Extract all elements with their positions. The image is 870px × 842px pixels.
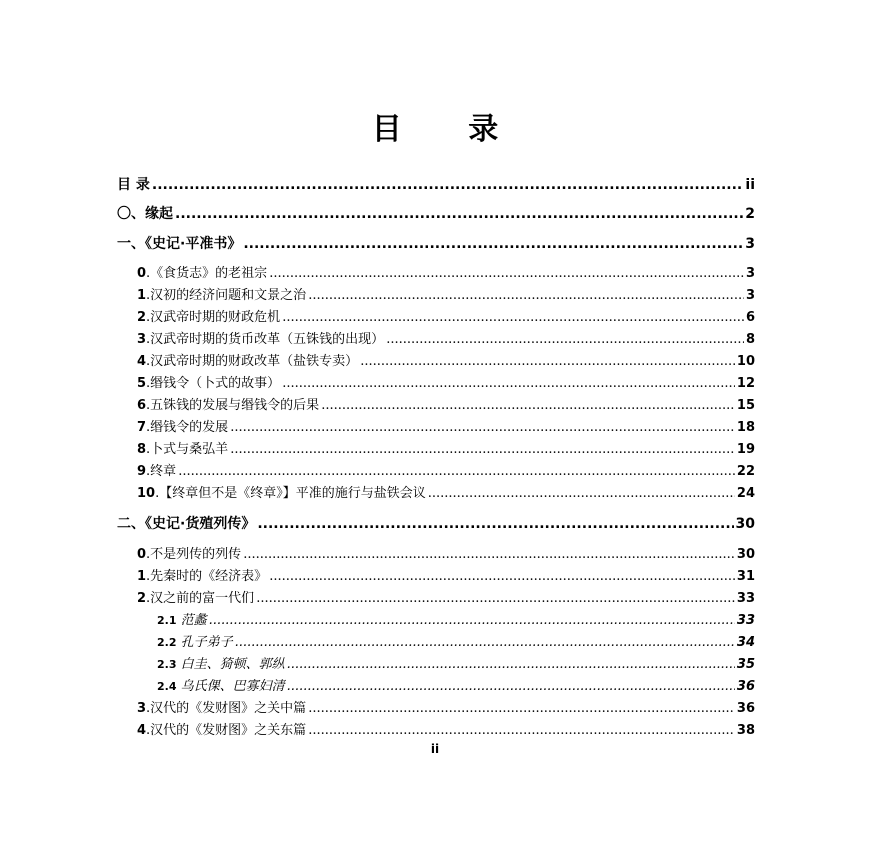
toc-entry[interactable] <box>157 675 755 694</box>
toc-entry-label: .先秦时的《经济表》 <box>146 569 268 584</box>
toc-entry[interactable] <box>137 328 755 347</box>
toc-entry-label: .不是列传的列传 <box>146 547 242 562</box>
toc-entry-number: 0 <box>137 266 147 281</box>
leader-dots <box>209 613 735 626</box>
toc-entry[interactable] <box>137 284 755 303</box>
toc-entry[interactable] <box>137 350 755 369</box>
leader-dots <box>287 679 735 692</box>
toc-entry-label: .卜式与桑弘羊 <box>146 442 229 457</box>
toc-entry-number: 2 <box>137 310 147 325</box>
toc-entry-number: 8 <box>137 442 147 457</box>
toc-entry[interactable] <box>157 609 755 628</box>
toc-entry-page: 24 <box>736 486 755 501</box>
toc-entry-number: 2.2 <box>157 636 177 649</box>
leader-dots <box>243 547 735 560</box>
toc-entry-label: 孔子弟子 <box>176 635 233 650</box>
toc-entry-label: 一、《史记·平准书》 <box>117 236 242 252</box>
toc-entry[interactable] <box>137 697 755 716</box>
toc-entry-page: 12 <box>736 376 755 391</box>
toc-entry[interactable] <box>137 416 755 435</box>
leader-dots <box>360 354 735 367</box>
leader-dots <box>282 310 744 323</box>
leader-dots <box>152 177 744 191</box>
toc-entry-page: 22 <box>736 464 755 479</box>
toc-entry-label: .汉武帝时期的财政改革（盐铁专卖） <box>146 354 359 369</box>
toc-entry-label: 二、《史记·货殖列传》 <box>117 516 256 532</box>
leader-dots <box>256 591 735 604</box>
leader-dots <box>230 442 735 455</box>
toc-entry-page: 30 <box>735 516 755 532</box>
toc-entry-page: 3 <box>745 288 755 303</box>
toc-entry[interactable] <box>137 372 755 391</box>
toc-entry-page: 15 <box>736 398 755 413</box>
toc-entry-number: 3 <box>137 701 147 716</box>
toc-entry[interactable] <box>117 174 755 194</box>
toc-entry-page: 34 <box>736 635 755 650</box>
leader-dots <box>257 516 733 530</box>
toc-entry-label: 范蠡 <box>176 613 207 628</box>
toc-entry-number: 4 <box>137 354 147 369</box>
leader-dots <box>287 657 735 670</box>
toc-entry[interactable] <box>117 513 755 533</box>
toc-entry[interactable] <box>157 653 755 672</box>
toc-entry-label: .汉武帝时期的财政危机 <box>146 310 281 325</box>
leader-dots <box>308 723 735 736</box>
toc-entry-page: 38 <box>736 723 755 738</box>
toc-entry[interactable] <box>137 482 755 501</box>
toc-entry-number: 2 <box>137 591 147 606</box>
toc-entry-page: 36 <box>736 701 755 716</box>
toc-entry-number: 3 <box>137 332 147 347</box>
toc-entry[interactable] <box>137 262 755 281</box>
toc-entry-page: 10 <box>736 354 755 369</box>
leader-dots <box>235 635 735 648</box>
toc-entry-page: 31 <box>736 569 755 584</box>
toc-entry-label: .五铢钱的发展与缗钱令的后果 <box>146 398 320 413</box>
toc-entry-label: .缗钱令的发展 <box>146 420 229 435</box>
toc-entry-label: .《食货志》的老祖宗 <box>146 266 268 281</box>
toc-entry-number: 10 <box>137 486 156 501</box>
leader-dots <box>308 288 744 301</box>
toc-entry-page: ii <box>745 177 755 193</box>
leader-dots <box>178 464 735 477</box>
leader-dots <box>243 236 743 250</box>
toc-entry[interactable] <box>157 631 755 650</box>
leader-dots <box>269 569 735 582</box>
toc-entry-label: 乌氏倮、巴寡妇清 <box>176 679 285 694</box>
leader-dots <box>269 266 744 279</box>
toc-entry-number: 7 <box>137 420 147 435</box>
toc-entry-label: 目 录 <box>117 177 150 193</box>
toc-entry[interactable] <box>137 394 755 413</box>
toc-entry-label: .【终章但不是《终章》】平准的施行与盐铁会议 <box>155 486 426 501</box>
leader-dots <box>282 376 735 389</box>
toc-entry-page: 33 <box>736 591 755 606</box>
toc-entry[interactable] <box>117 233 755 253</box>
toc-entry-number: 9 <box>137 464 147 479</box>
page-title: 目 录 <box>371 112 527 147</box>
toc-entry-label: .终章 <box>146 464 177 479</box>
toc-entry-page: 2 <box>745 206 755 222</box>
toc-entry[interactable] <box>137 565 755 584</box>
toc-entry-label: .汉初的经济问题和文景之治 <box>146 288 307 303</box>
leader-dots <box>321 398 735 411</box>
leader-dots <box>308 701 735 714</box>
toc-entry-number: 5 <box>137 376 147 391</box>
toc-entry-label: 〇、缘起 <box>117 206 173 222</box>
toc-entry-page: 6 <box>745 310 755 325</box>
leader-dots <box>428 486 735 499</box>
toc-entry-label: .汉代的《发财图》之关中篇 <box>146 701 307 716</box>
toc-entry-number: 6 <box>137 398 147 413</box>
toc-entry-number: 2.1 <box>157 614 177 627</box>
toc-entry[interactable] <box>137 438 755 457</box>
toc-entry-page: 3 <box>745 236 755 252</box>
page-number: ii <box>430 742 440 756</box>
toc-entry[interactable] <box>137 306 755 325</box>
toc-entry[interactable] <box>137 587 755 606</box>
toc-entry-page: 18 <box>736 420 755 435</box>
leader-dots <box>175 206 743 220</box>
toc-entry-page: 30 <box>736 547 755 562</box>
toc-entry-page: 33 <box>736 613 755 628</box>
toc-entry-page: 3 <box>745 266 755 281</box>
toc-entry-number: 0 <box>137 547 147 562</box>
toc-entry-number: 1 <box>137 288 147 303</box>
toc-entry-label: .缗钱令（卜式的故事） <box>146 376 281 391</box>
leader-dots <box>230 420 735 433</box>
toc-entry-label: .汉武帝时期的货币改革（五铢钱的出现） <box>146 332 385 347</box>
toc-entry-page: 36 <box>736 679 755 694</box>
toc-entry-number: 4 <box>137 723 147 738</box>
toc-entry-label: 白圭、猗顿、郭纵 <box>176 657 285 672</box>
toc-entry[interactable] <box>117 203 755 223</box>
toc-entry-number: 2.4 <box>157 680 177 693</box>
toc-entry-page: 19 <box>736 442 755 457</box>
leader-dots <box>386 332 744 345</box>
toc-entry[interactable] <box>137 543 755 562</box>
toc-entry[interactable] <box>137 719 755 738</box>
toc-entry[interactable] <box>137 460 755 479</box>
toc-entry-page: 8 <box>745 332 755 347</box>
toc-entry-label: .汉之前的富一代们 <box>146 591 255 606</box>
toc-entry-page: 35 <box>736 657 755 672</box>
toc-entry-number: 2.3 <box>157 658 177 671</box>
toc-entry-number: 1 <box>137 569 147 584</box>
toc-entry-label: .汉代的《发财图》之关东篇 <box>146 723 307 738</box>
